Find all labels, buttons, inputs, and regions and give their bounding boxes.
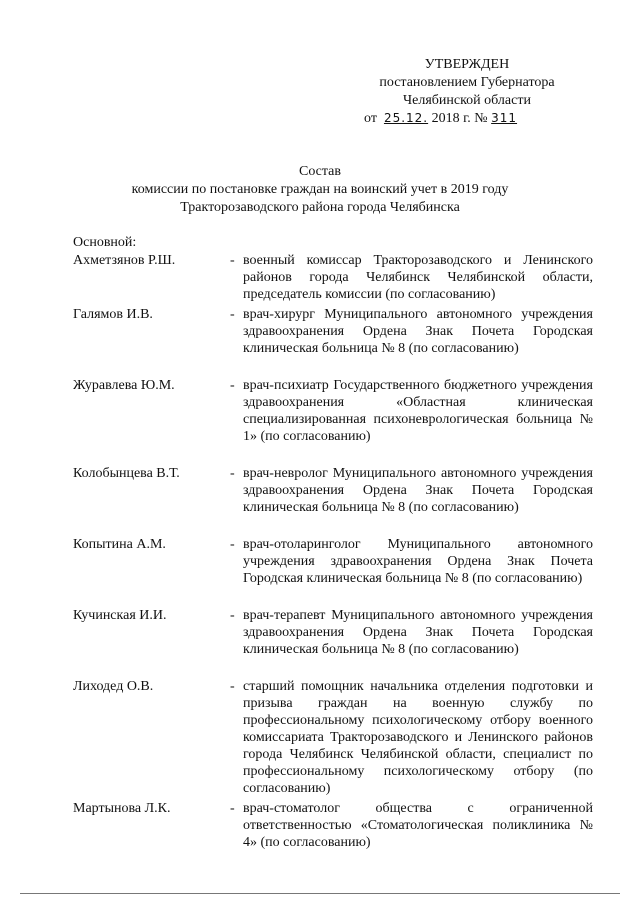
approval-line-2: Челябинской области (403, 93, 531, 108)
member-name: Галямов И.В. (73, 307, 153, 322)
title-main: Состав (298, 164, 341, 179)
member-role: врач-отоларинголог Муниципального автономного учреждения здравоохранения Ордена Знак Почета Городская клиническая больница № 8 (по согласованию) (243, 537, 593, 586)
member-role: старший помощник начальника отделения подготовки и призыва граждан на военную службу по профессиональному психологическому отбору военного комиссариата Тракторозаводского и Ленинского районов города Челябинск Челябинской области, специалист по профессиональному психологическому отбору (по согласованию) (243, 679, 593, 796)
member-role: военный комиссар Тракторозаводского и Ленинского районов города Челябинск Челябинской области, председатель комиссии (по согласованию) (243, 253, 593, 302)
member-row (73, 800, 593, 854)
member-dash: - (230, 253, 235, 268)
member-row (73, 607, 593, 678)
approval-line-1: постановлением Губернатора (379, 75, 555, 90)
member-dash: - (230, 679, 235, 694)
member-name: Кучинская И.И. (73, 608, 167, 623)
member-name: Копытина А.М. (73, 537, 166, 552)
member-row (73, 536, 593, 607)
section-label: Основной: (73, 235, 137, 250)
member-row (73, 465, 593, 536)
handwritten-doc-number: 311 (491, 111, 518, 125)
member-dash: - (230, 466, 235, 481)
member-name: Журавлева Ю.М. (73, 378, 175, 393)
member-dash: - (230, 307, 235, 322)
member-role: врач-невролог Муниципального автономного учреждения здравоохранения Ордена Знак Почета Городская клиническая больница № 8 (по согласованию) (243, 466, 593, 515)
member-row (73, 678, 593, 800)
date-prefix: от (364, 111, 377, 126)
title-line-2: Тракторозаводского района города Челябинска (180, 200, 460, 215)
member-role: врач-стоматолог общества с ограниченной ответственностью «Стоматологическая поликлиника № 4» (по согласованию) (243, 801, 593, 850)
approval-date-line (362, 110, 572, 128)
member-row (73, 306, 593, 377)
title-line-1: комиссии по постановке граждан на воинский учет в 2019 году (131, 182, 509, 197)
member-role: врач-психиатр Государственного бюджетного учреждения здравоохранения «Областная клиническая специализированная психоневрологическая больница № 1» (по согласованию) (243, 378, 593, 444)
member-dash: - (230, 537, 235, 552)
member-row (73, 252, 593, 306)
member-name: Лиходед О.В. (73, 679, 154, 694)
member-role: врач-терапевт Муниципального автономного учреждения здравоохранения Ордена Знак Почета Городская клиническая больница № 8 (по согласованию) (243, 608, 593, 657)
approval-stamp (362, 56, 572, 128)
page-bottom-rule (20, 893, 620, 894)
approval-title: УТВЕРЖДЕН (424, 57, 510, 72)
member-dash: - (230, 801, 235, 816)
member-row (73, 377, 593, 465)
member-name: Колобынцева В.Т. (73, 466, 180, 481)
member-dash: - (230, 378, 235, 393)
member-name: Мартынова Л.К. (73, 801, 171, 816)
member-name: Ахметзянов Р.Ш. (73, 253, 176, 268)
member-role: врач-хирург Муниципального автономного учреждения здравоохранения Ордена Знак Почета Городская клиническая больница № 8 (по согласованию) (243, 307, 593, 356)
member-dash: - (230, 608, 235, 623)
handwritten-date: 25.12. (383, 111, 429, 125)
member-list (73, 252, 593, 854)
document-title (0, 163, 640, 217)
date-year: 2018 г. № (431, 111, 488, 126)
